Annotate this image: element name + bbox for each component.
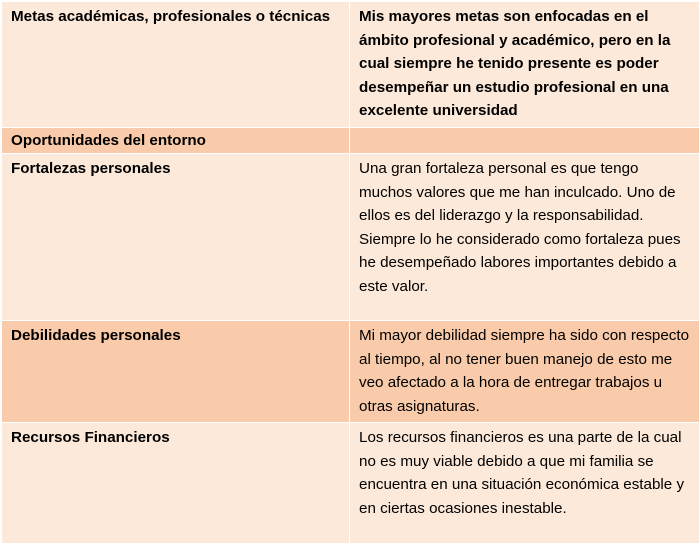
row-value: Los recursos financieros es una parte de la cual no es muy viable debido a que mi familia se encuentra en una situación económica estable y en ciertas ocasiones inestable. <box>350 423 700 544</box>
row-value <box>350 127 700 154</box>
row-label: Oportunidades del entorno <box>2 127 350 154</box>
table-row-fortalezas <box>2 154 700 321</box>
row-label: Fortalezas personales <box>2 154 350 321</box>
table-row-debilidades <box>2 321 700 423</box>
row-value: Mis mayores metas son enfocadas en el ámbito profesional y académico, pero en la cual siempre he tenido presente es poder desempeñar un estudio profesional en una excelente universidad <box>350 2 700 128</box>
personal-analysis-table <box>1 1 700 544</box>
row-value: Mi mayor debilidad siempre ha sido con respecto al tiempo, al no tener buen manejo de esto me veo afectado a la hora de entregar trabajos u otras asignaturas. <box>350 321 700 423</box>
table-row-recursos <box>2 423 700 544</box>
row-label: Metas académicas, profesionales o técnicas <box>2 2 350 128</box>
row-label: Debilidades personales <box>2 321 350 423</box>
row-value: Una gran fortaleza personal es que tengo muchos valores que me han inculcado. Uno de ellos es del liderazgo y la responsabilidad. Siempre lo he considerado como fortaleza pues he desempeñado labores importantes debido a este valor. <box>350 154 700 321</box>
table-row-metas <box>2 2 700 128</box>
table-row-oportunidades <box>2 127 700 154</box>
row-label: Recursos Financieros <box>2 423 350 544</box>
